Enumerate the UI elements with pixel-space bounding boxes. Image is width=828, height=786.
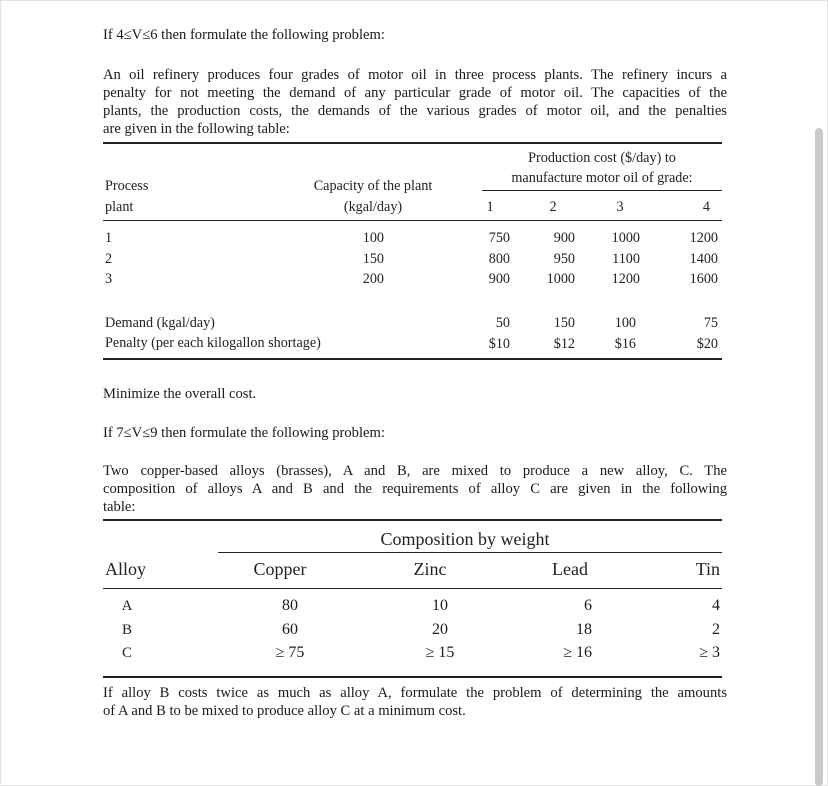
- q1-condition: If 4≤V≤6 then formulate the following problem:: [103, 27, 385, 43]
- alloy-id: A: [121, 598, 133, 614]
- lead-value: 6: [584, 597, 592, 614]
- cost-column-grade-4: [670, 230, 718, 292]
- plant-id: 2: [105, 250, 113, 267]
- q2-closing: [103, 684, 727, 720]
- col-capacity-header: Capacity of the plant: [313, 178, 433, 194]
- grade-header: 3: [616, 199, 624, 215]
- tin-value: 4: [712, 597, 720, 614]
- col-zinc-header: Zinc: [413, 559, 447, 579]
- alloy-id: C: [121, 645, 132, 661]
- lead-value: ≥ 16: [563, 644, 592, 661]
- lead-column: [530, 596, 592, 667]
- plant-column: [105, 230, 125, 292]
- demand-penalty-grade-4: [670, 315, 718, 356]
- cost-value: 1600: [689, 271, 718, 287]
- col-capacity-header: (kgal/day): [343, 199, 403, 215]
- cost-value: 1200: [689, 230, 718, 246]
- scrollbar-thumb[interactable]: [815, 128, 823, 786]
- cost-group-header: Production cost ($/day) to: [528, 150, 676, 166]
- col-tin-header: Tin: [695, 559, 720, 579]
- grade-header: 2: [549, 199, 557, 215]
- cost-value: 1200: [611, 271, 640, 287]
- col-plant-header: plant: [105, 199, 134, 215]
- q2-intro: [103, 462, 727, 516]
- q1-intro-line: An oil refinery produces four grades of motor oil in three process plants. The refinery incurs a: [103, 67, 727, 83]
- capacity-value: 100: [362, 230, 384, 246]
- alloy-header: Alloy: [105, 559, 147, 579]
- zinc-value: 20: [432, 620, 448, 638]
- penalty-value: $16: [614, 335, 636, 352]
- cost-value: 950: [553, 250, 575, 267]
- alloy-id: B: [121, 621, 132, 638]
- plant-id: 3: [105, 271, 113, 287]
- table-bottom-rule: [103, 358, 722, 360]
- col-plant-header: Process: [105, 178, 149, 194]
- group-header-rule: [218, 552, 722, 553]
- cost-group-header: manufacture motor oil of grade:: [511, 170, 693, 186]
- tin-column: [660, 596, 720, 667]
- col-lead-header: Lead: [552, 559, 588, 579]
- table-top-rule: [103, 142, 722, 144]
- demand-value: 100: [614, 315, 636, 331]
- tin-value: 2: [712, 620, 720, 638]
- copper-value: 80: [282, 597, 298, 614]
- cost-value: 800: [488, 250, 510, 267]
- q2-intro-line: composition of alloys A and B and the requirements of alloy C are given in the following: [103, 481, 727, 497]
- cost-value: 1000: [546, 271, 575, 287]
- capacity-value: 200: [362, 271, 384, 287]
- q2-closing-line: If alloy B costs twice as much as alloy A, formulate the problem of determining the amounts: [103, 685, 727, 701]
- q2-intro-line: table:: [103, 499, 136, 515]
- cost-value: 1400: [689, 250, 718, 267]
- cost-column-grade-3: [592, 230, 640, 292]
- demand-value: 75: [703, 315, 718, 331]
- demand-value: 50: [495, 315, 510, 331]
- cost-value: 1100: [612, 250, 640, 267]
- copper-value: ≥ 75: [275, 644, 305, 661]
- penalty-value: $10: [488, 335, 510, 352]
- grade-header: 1: [486, 199, 494, 215]
- penalty-value: $12: [553, 335, 575, 352]
- cost-column-grade-1: [466, 230, 510, 292]
- demand-penalty-grade-3: [592, 315, 636, 356]
- grade-header: 4: [702, 199, 710, 215]
- cost-value: 900: [553, 230, 575, 246]
- zinc-value: 10: [432, 597, 448, 614]
- header-bottom-rule: [103, 220, 722, 221]
- penalty-label: Penalty (per each kilogallon shortage): [105, 335, 321, 351]
- q1-intro: [103, 66, 727, 138]
- plant-id: 1: [105, 230, 113, 246]
- header-bottom-rule: [103, 588, 722, 589]
- demand-label: Demand (kgal/day): [105, 315, 215, 331]
- q1-intro-line: are given in the following table:: [103, 121, 290, 137]
- q1-objective: Minimize the overall cost.: [103, 386, 257, 402]
- cost-value: 900: [488, 271, 510, 287]
- demand-penalty-grade-2: [527, 315, 575, 356]
- table-top-rule: [103, 519, 722, 521]
- penalty-value: $20: [696, 335, 718, 352]
- cost-value: 1000: [611, 230, 640, 246]
- capacity-column: [340, 230, 384, 292]
- q1-intro-line: plants, the production costs, the demands of the various grades of motor oil, and the penalties: [103, 103, 727, 119]
- zinc-column: [400, 596, 480, 667]
- capacity-value: 150: [362, 250, 384, 267]
- alloy-column: [112, 598, 142, 669]
- q2-intro-line: Two copper-based alloys (brasses), A and B, are mixed to produce a new alloy, C. The: [103, 463, 727, 479]
- tin-value: ≥ 3: [699, 644, 720, 661]
- lead-value: 18: [576, 620, 592, 638]
- copper-value: 60: [282, 620, 298, 638]
- table-bottom-rule: [103, 676, 722, 678]
- q1-intro-line: penalty for not meeting the demand of any particular grade of motor oil. The capacities of the: [103, 85, 727, 101]
- q2-closing-line: of A and B to be mixed to produce alloy C at a minimum cost.: [103, 703, 466, 719]
- q2-condition: If 7≤V≤9 then formulate the following problem:: [103, 425, 385, 441]
- cost-column-grade-2: [527, 230, 575, 292]
- copper-column: [250, 596, 330, 667]
- cost-value: 750: [488, 230, 510, 246]
- demand-value: 150: [553, 315, 575, 331]
- composition-group-header: Composition by weight: [380, 529, 550, 549]
- demand-penalty-grade-1: [466, 315, 510, 356]
- col-copper-header: Copper: [253, 559, 307, 579]
- zinc-value: ≥ 15: [425, 644, 455, 661]
- cost-header-rule: [482, 190, 722, 191]
